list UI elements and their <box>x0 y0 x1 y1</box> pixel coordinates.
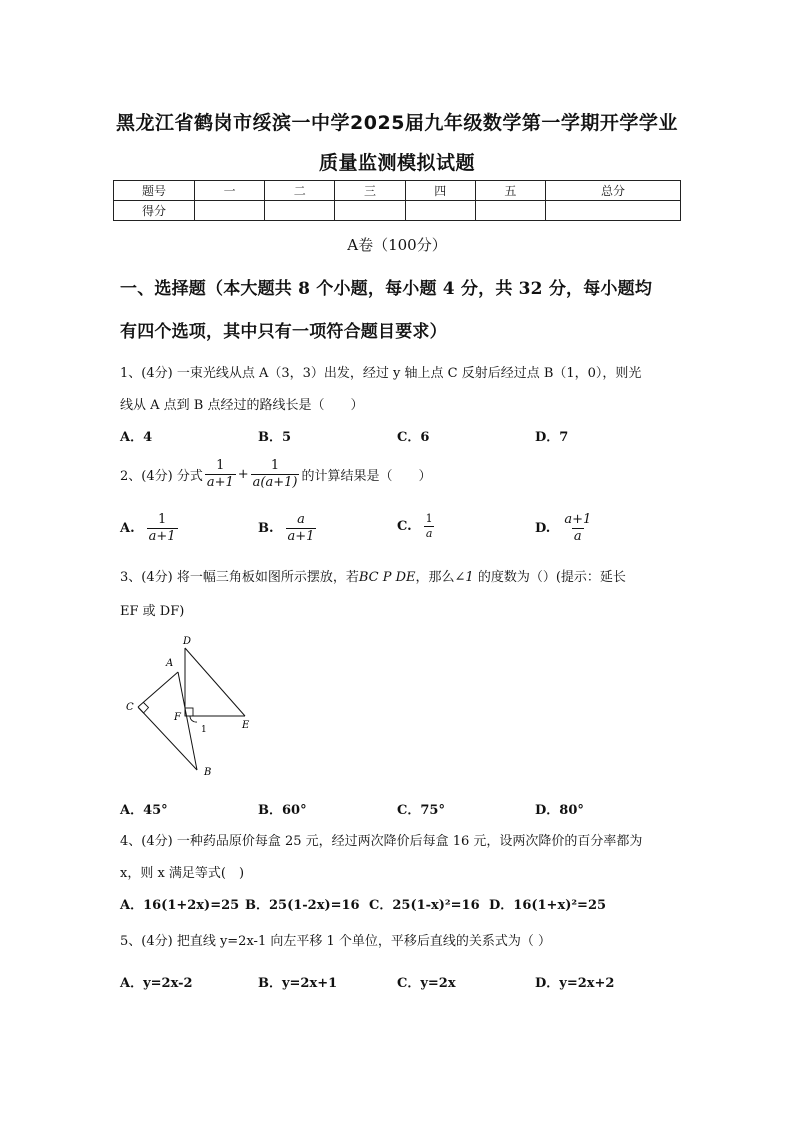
q2-suffix: 的计算结果是（ ） <box>301 469 432 484</box>
q3-option-d[interactable]: D．80° <box>535 803 584 818</box>
q2-option-b-fraction <box>286 512 317 545</box>
page-title-line1: 黑龙江省鹤岗市绥滨一中学2025届九年级数学第一学期开学学业 <box>116 112 678 134</box>
score-cell: 二 <box>265 181 335 201</box>
q3-text-c: 的度数为（）(提示：延长 <box>473 570 626 585</box>
score-table-header-row <box>114 181 681 201</box>
q3-math-bc-de: BC P DE <box>358 570 416 585</box>
q1-option-a[interactable]: A．4 <box>120 430 153 445</box>
score-cell: 一 <box>195 181 265 201</box>
q2-option-c[interactable] <box>397 512 435 541</box>
label-b: B <box>204 767 212 778</box>
q3-option-a[interactable]: A．45° <box>120 803 168 818</box>
q5-text-line1: 5、(4分) 把直线 y=2x-1 向左平移 1 个单位，平移后直线的关系式为（ ） <box>120 934 552 949</box>
q2-fraction-1-den: a+1 <box>206 475 234 490</box>
score-input-cell[interactable] <box>405 201 475 221</box>
score-cell: 四 <box>405 181 475 201</box>
label-d: D <box>183 636 192 647</box>
section-heading-line2: 有四个选项，其中只有一项符合题目要求） <box>120 322 447 342</box>
label-f: F <box>174 712 181 723</box>
score-cell: 三 <box>335 181 405 201</box>
q2-option-a-fraction <box>147 512 178 545</box>
q2-option-d-fraction <box>562 512 593 545</box>
q2-option-c-num: 1 <box>425 512 433 525</box>
q2-option-d-den: a <box>573 529 582 544</box>
q2-option-b-num: a <box>297 512 305 527</box>
q4-option-d[interactable]: D．16(1+x)²=25 <box>489 898 607 913</box>
score-input-cell[interactable] <box>265 201 335 221</box>
q1-option-b[interactable]: B．5 <box>258 430 292 445</box>
q2-option-a-label: A. <box>120 521 135 536</box>
label-a: A <box>166 658 174 669</box>
q1-option-d[interactable]: D．7 <box>535 430 569 445</box>
score-cell: 总分 <box>546 181 681 201</box>
q1-text-line1: 1、(4分) 一束光线从点 A（3，3）出发，经过 y 轴上点 C 反射后经过点 B（1，0），则光 <box>120 366 642 381</box>
q2-text <box>120 458 431 491</box>
label-angle-1: 1 <box>201 725 207 735</box>
label-e: E <box>242 720 250 731</box>
segment-ca <box>138 672 178 707</box>
score-cell: 五 <box>475 181 545 201</box>
q5-option-a[interactable]: A．y=2x-2 <box>120 976 193 991</box>
q5-option-c[interactable]: C．y=2x <box>397 976 456 991</box>
q3-option-b[interactable]: B．60° <box>258 803 307 818</box>
score-input-cell[interactable] <box>195 201 265 221</box>
q1-option-c[interactable]: C．6 <box>397 430 430 445</box>
q2-option-c-den: a <box>425 527 433 540</box>
q2-fraction-2-den: a(a+1) <box>252 475 298 490</box>
q1-text-line2: 线从 A 点到 B 点经过的路线长是（ ） <box>120 398 364 413</box>
q5-option-b[interactable]: B．y=2x+1 <box>258 976 338 991</box>
q2-option-d[interactable] <box>535 512 593 545</box>
angle-1-arc <box>190 716 197 722</box>
q4-text-line2: x，则 x 满足等式( ) <box>120 866 245 881</box>
right-angle-mark-c <box>139 703 149 714</box>
score-input-cell[interactable] <box>546 201 681 221</box>
q2-option-d-num: a+1 <box>564 512 592 527</box>
q3-option-c[interactable]: C．75° <box>397 803 445 818</box>
q2-fraction-1 <box>205 458 236 491</box>
segment-de <box>185 648 245 716</box>
q2-option-b[interactable] <box>258 512 316 545</box>
q3-text-a: 3、(4分) 将一幅三角板如图所示摆放，若 <box>120 570 359 585</box>
q2-plus: + <box>237 467 249 482</box>
q2-fraction-2 <box>251 458 300 491</box>
q2-fraction-2-num: 1 <box>270 458 280 473</box>
q5-option-d[interactable]: D．y=2x+2 <box>535 976 615 991</box>
q2-prefix: 2、(4分) 分式 <box>120 469 203 484</box>
section-heading-line1: 一、选择题（本大题共 8 个小题，每小题 4 分，共 32 分，每小题均 <box>120 279 653 299</box>
q2-option-c-label: C. <box>397 519 412 534</box>
q2-option-b-den: a+1 <box>287 529 315 544</box>
q2-option-c-fraction <box>424 512 435 541</box>
score-row-label: 得分 <box>114 201 195 221</box>
q4-option-c[interactable]: C．25(1-x)²=16 <box>369 898 480 913</box>
q2-option-a-den: a+1 <box>148 529 176 544</box>
q3-angle: ∠1 <box>454 570 474 585</box>
score-table-score-row <box>114 201 681 221</box>
q2-option-a[interactable] <box>120 512 178 545</box>
q4-option-a[interactable]: A．16(1+2x)=25 <box>120 898 240 913</box>
q2-option-b-label: B. <box>258 521 274 536</box>
q4-option-b[interactable]: B．25(1-2x)=16 <box>245 898 360 913</box>
score-input-cell[interactable] <box>475 201 545 221</box>
page-title-line2: 质量监测模拟试题 <box>318 152 475 174</box>
score-table <box>113 180 681 221</box>
q3-triangle-figure <box>118 630 268 785</box>
q2-option-a-num: 1 <box>157 512 167 527</box>
q3-text-line1 <box>120 566 626 585</box>
q3-text-b: ，那么 <box>415 570 455 585</box>
q2-option-d-label: D. <box>535 521 551 536</box>
q4-text-line1: 4、(4分) 一种药品原价每盒 25 元，经过两次降价后每盒 16 元，设两次降价的百分率都为 <box>120 834 643 849</box>
q3-text-line2: EF 或 DF) <box>120 604 185 619</box>
label-c: C <box>126 702 134 713</box>
volume-label: A卷（100分） <box>347 236 447 254</box>
score-cell: 题号 <box>114 181 195 201</box>
score-input-cell[interactable] <box>335 201 405 221</box>
q2-fraction-1-num: 1 <box>216 458 225 473</box>
